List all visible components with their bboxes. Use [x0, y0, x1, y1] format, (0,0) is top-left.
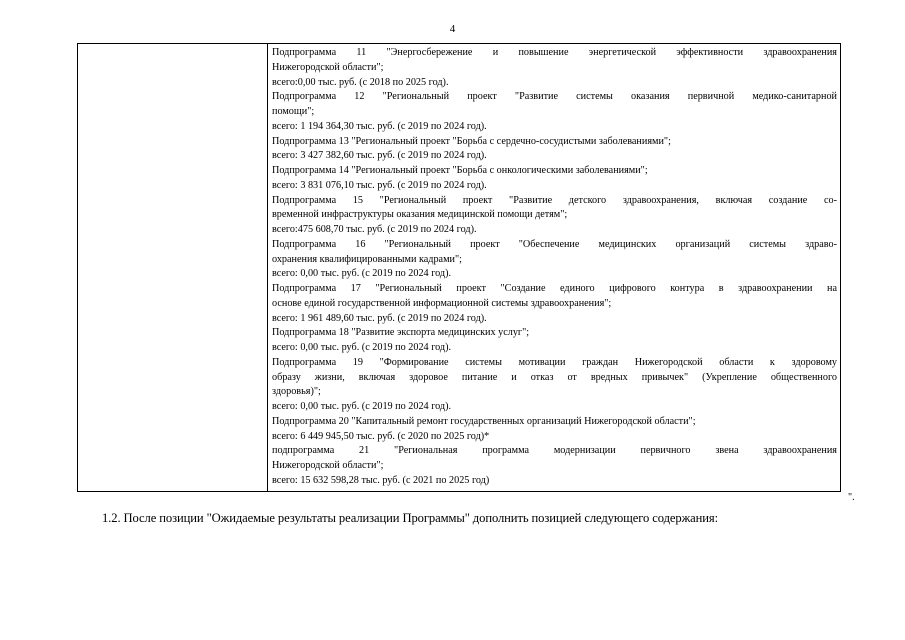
table-text-line: Подпрограмма 11 "Энергосбережение и повышение энергетической эффективности здравоохранения — [272, 47, 837, 58]
table-left-cell — [78, 44, 268, 491]
table-text-line: Подпрограмма 14 "Региональный проект "Борьба с онкологическими заболеваниями"; — [272, 165, 648, 176]
table-text-line: образу жизни, включая здоровое питание и отказ от вредных привычек" (Укрепление общественного — [272, 371, 837, 383]
table-text-line: Нижегородской области"; — [272, 460, 384, 471]
table-text-line: подпрограмма 21 "Региональная программа модернизации первичного звена здравоохранения — [272, 445, 837, 457]
table-right-cell — [268, 44, 840, 489]
instruction-paragraph: 1.2. После позиции "Ожидаемые результаты реализации Программы" дополнить позицией следующего содержания: — [102, 511, 719, 525]
table-text-line: Нижегородской области"; — [272, 61, 384, 73]
table-text-line: здоровья)"; — [272, 386, 321, 398]
table-text-line: всего:0,00 тыс. руб. (с 2018 по 2025 год). — [272, 76, 449, 88]
table-text-line: всего:475 608,70 тыс. руб. (с 2019 по 2024 год). — [272, 224, 477, 235]
table-text-line: всего: 3 831 076,10 тыс. руб. (с 2019 по 2024 год). — [272, 179, 487, 191]
table-text-line: всего: 1 961 489,60 тыс. руб. (с 2019 по 2024 год). — [272, 312, 487, 324]
table-text-line: Подпрограмма 17 "Региональный проект "Создание единого цифрового контура в здравоохранении на — [272, 283, 837, 294]
page-number: 4 — [449, 23, 456, 35]
table-text-line: всего: 0,00 тыс. руб. (с 2019 по 2024 год). — [272, 401, 452, 412]
table-text-line: Подпрограмма 15 "Региональный проект "Развитие детского здравоохранения, включая создание со- — [272, 194, 837, 206]
table-text-line: всего: 3 427 382,60 тыс. руб. (с 2019 по 2024 год). — [272, 150, 487, 162]
table-text-line: Подпрограмма 18 "Развитие экспорта медицинских услуг"; — [272, 327, 530, 339]
table-text-line: Подпрограмма 16 "Региональный проект "Обеспечение медицинских организаций системы здраво- — [272, 238, 837, 250]
table-text-line: помощи"; — [272, 106, 315, 117]
table-text-line: Подпрограмма 19 "Формирование системы мотивации граждан Нижегородской области к здоровому — [272, 356, 837, 368]
table-text-line: временной инфраструктуры оказания медицинской помощи детям"; — [272, 209, 568, 221]
closing-quote: ". — [848, 492, 855, 503]
table-text-line: всего: 6 449 945,50 тыс. руб. (с 2020 по 2025 год)* — [272, 430, 490, 442]
program-table — [77, 43, 841, 492]
table-text-line: всего: 15 632 598,28 тыс. руб. (с 2021 по 2025 год) — [272, 474, 490, 486]
table-text-line: Подпрограмма 20 "Капитальный ремонт государственных организаций Нижегородской области"; — [272, 415, 696, 427]
table-text-line: всего: 0,00 тыс. руб. (с 2019 по 2024 год). — [272, 342, 452, 353]
table-text-line: основе единой государственной информационной системы здравоохранения"; — [272, 297, 612, 309]
table-text-line: охранения квалифицированными кадрами"; — [272, 253, 462, 265]
table-text-line: Подпрограмма 12 "Региональный проект "Развитие системы оказания первичной медико-санитарной — [272, 91, 837, 103]
table-text-line: Подпрограмма 13 "Региональный проект "Борьба с сердечно-сосудистыми заболеваниями"; — [272, 135, 671, 147]
table-text-line: всего: 1 194 364,30 тыс. руб. (с 2019 по 2024 год). — [272, 120, 487, 132]
table-text-line: всего: 0,00 тыс. руб. (с 2019 по 2024 год). — [272, 268, 452, 280]
